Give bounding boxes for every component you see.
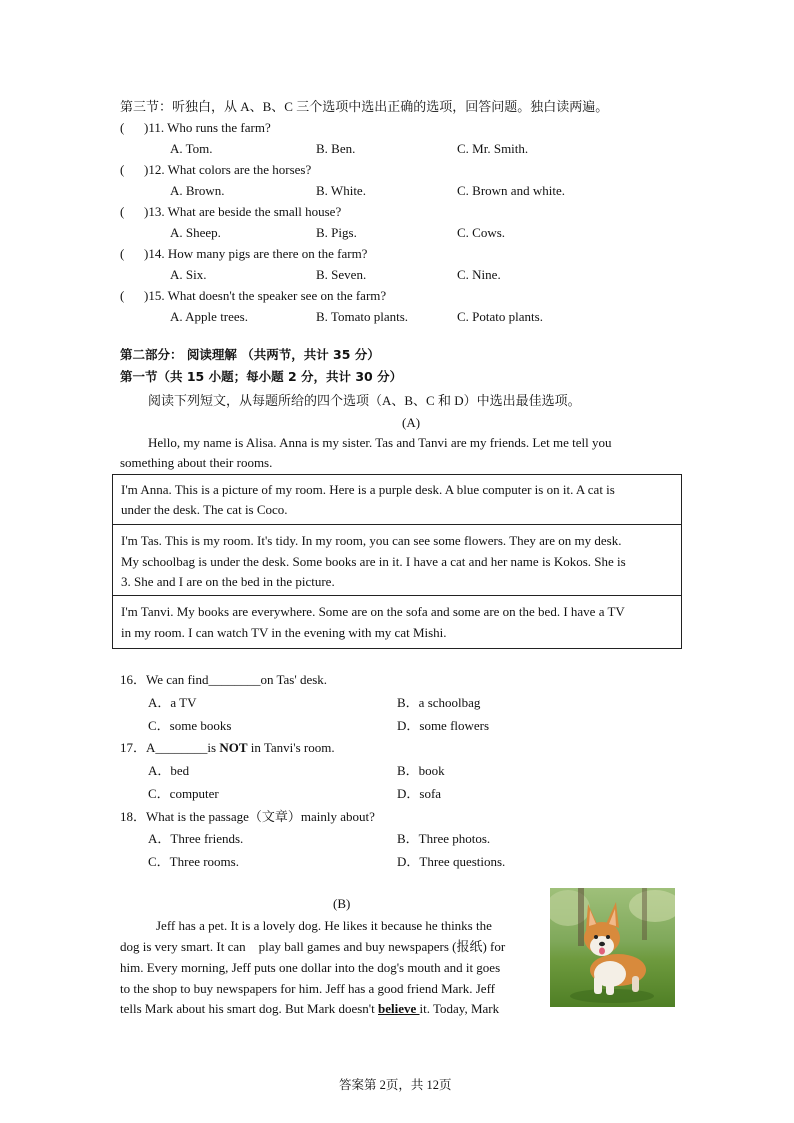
believe-word: believe (377, 1001, 420, 1016)
option-a: A. Brown. (170, 183, 225, 198)
passage-b-label: (B) (333, 896, 351, 911)
option-a: A. Sheep. (170, 225, 221, 240)
option-a: A. Apple trees. (170, 309, 248, 324)
option-c: C. Cows. (457, 225, 506, 240)
question-stem: )13. What are beside the small house? (144, 204, 342, 219)
option-c: C．Three rooms. (148, 854, 239, 869)
passage-b-line-2: dog is very smart. It can play ball games and buy newspapers (报纸) for (120, 939, 506, 954)
answer-paren[interactable]: ( (120, 120, 125, 135)
answer-paren[interactable]: ( (120, 246, 125, 261)
corgi-photo (550, 888, 675, 1007)
tas-text-line-2: My schoolbag is under the desk. Some books are in it. I have a cat and her name is Kokos. She is (121, 554, 626, 569)
option-d: D．sofa (397, 786, 442, 801)
option-a: A. Tom. (170, 141, 213, 156)
question-stem: )11. Who runs the farm? (144, 120, 271, 135)
option-d: D．Three questions. (397, 854, 506, 869)
page-footer: 答案第 2页，共 12页 (339, 1078, 452, 1092)
tas-text-line-3: 3. She and I are on the bed in the picture. (121, 574, 335, 589)
option-a: A．a TV (148, 695, 197, 710)
passage-b-line-4: to the shop to buy newspapers for him. Jeff has a good friend Mark. Jeff (120, 981, 495, 996)
passage-a-label: (A) (402, 415, 421, 430)
option-b: B. White. (316, 183, 366, 198)
tanvi-box (112, 595, 682, 649)
section3-instruction: 第三节：听独白，从 A、B、C 三个选项中选出正确的选项，回答问题。独白读两遍。 (120, 99, 609, 114)
question-stem: 18．What is the passage（文章）mainly about? (120, 809, 375, 824)
option-d: D．some flowers (397, 718, 490, 733)
stem-pre: 17．A________is (120, 740, 220, 755)
tas-text-line-1: I'm Tas. This is my room. It's tidy. In my room, you can see some flowers. They are on my desk. (121, 533, 622, 548)
option-b: B. Seven. (316, 267, 367, 282)
option-c: C．computer (148, 786, 219, 801)
answer-paren[interactable]: ( (120, 204, 125, 219)
option-c: C. Mr. Smith. (457, 141, 529, 156)
option-b: B．Three photos. (397, 831, 491, 846)
stem-post: in Tanvi's room. (247, 740, 335, 755)
option-b: B. Pigs. (316, 225, 357, 240)
answer-paren[interactable]: ( (120, 288, 125, 303)
option-b: B. Ben. (316, 141, 356, 156)
option-c: C．some books (148, 718, 232, 733)
option-b: B．book (397, 763, 445, 778)
tas-box (112, 524, 682, 596)
stem-bold: NOT (219, 740, 248, 755)
option-c: C. Nine. (457, 267, 501, 282)
tanvi-text-line-1: I'm Tanvi. My books are everywhere. Some are on the sofa and some are on the bed. I have a TV (121, 604, 625, 619)
part2-subtitle: 第一节（共 15 小题；每小题 2 分，共计 30 分） (120, 369, 403, 384)
passage-a-intro-line-2: something about their rooms. (120, 455, 273, 470)
anna-text-line-1: I'm Anna. This is a picture of my room. Here is a purple desk. A blue computer is on it. A cat is (121, 482, 615, 497)
option-a: A．bed (148, 763, 190, 778)
option-c: C. Brown and white. (457, 183, 565, 198)
anna-box (112, 474, 682, 525)
question-stem: )12. What colors are the horses? (144, 162, 312, 177)
question-stem: )15. What doesn't the speaker see on the farm? (144, 288, 387, 303)
passage-b-line-3: him. Every morning, Jeff puts one dollar into the dog's mouth and it goes (120, 960, 501, 975)
passage-a-intro-line-1: Hello, my name is Alisa. Anna is my sister. Tas and Tanvi are my friends. Let me tell you (148, 435, 612, 450)
option-b: B．a schoolbag (397, 695, 481, 710)
question-stem: 16．We can find________on Tas' desk. (120, 672, 328, 687)
option-a: A．Three friends. (148, 831, 244, 846)
question-stem: )14. How many pigs are there on the farm? (144, 246, 368, 261)
option-b: B. Tomato plants. (316, 309, 409, 324)
line-post: it. Today, Mark (419, 1001, 500, 1016)
answer-paren[interactable]: ( (120, 162, 125, 177)
part2-instruction: 阅读下列短文，从每题所给的四个选项（A、B、C 和 D）中选出最佳选项。 (148, 393, 581, 408)
line-pre: tells Mark about his smart dog. But Mark doesn't (120, 1001, 378, 1016)
passage-b-line-1: Jeff has a pet. It is a lovely dog. He likes it because he thinks the (156, 918, 492, 933)
passage-b-line-5 (120, 1002, 499, 1015)
tanvi-text-line-2: in my room. I can watch TV in the evening with my cat Mishi. (121, 625, 447, 640)
question-stem (120, 741, 335, 754)
option-c: C. Potato plants. (457, 309, 543, 324)
part2-title: 第二部分： 阅读理解 （共两节，共计 35 分） (120, 347, 380, 362)
option-a: A. Six. (170, 267, 207, 282)
anna-text-line-2: under the desk. The cat is Coco. (121, 502, 288, 517)
